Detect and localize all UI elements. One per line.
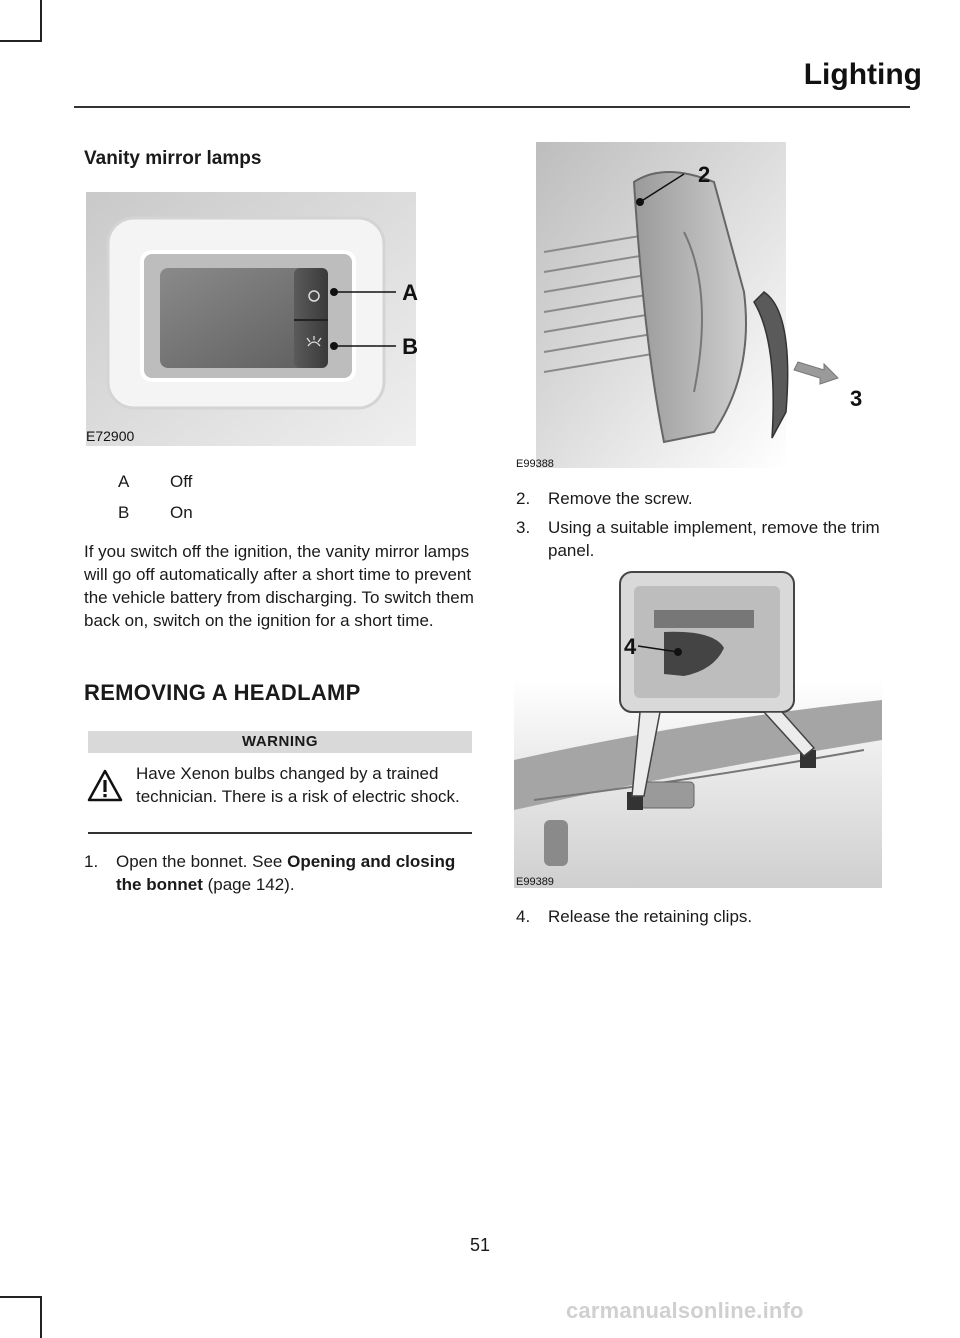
legend-key-b: B — [118, 503, 130, 522]
step-4-number: 4. — [516, 907, 531, 926]
callout-b: B — [402, 334, 418, 359]
warning-triangle-icon — [86, 768, 124, 804]
step-3-number: 3. — [516, 518, 531, 537]
figure-id-e99389: E99389 — [516, 876, 554, 888]
legend-key-a: A — [118, 472, 130, 491]
warning-divider — [88, 832, 472, 834]
figure-id-e72900: E72900 — [86, 428, 135, 444]
crop-mark-bottom-left — [0, 1296, 42, 1338]
warning-text: Have Xenon bulbs changed by a trained technician. There is a risk of electric shock. — [136, 764, 460, 806]
header-divider — [74, 106, 910, 108]
step-1-number: 1. — [84, 852, 99, 871]
step-1-link[interactable]: Opening and closing the bonnet — [116, 852, 456, 894]
page-title: Lighting — [803, 58, 922, 91]
step-1 — [84, 850, 476, 896]
step-2-text: Remove the screw. — [548, 489, 693, 508]
step-3-text: Using a suitable implement, remove the trim panel. — [548, 518, 880, 560]
figure-vanity-switch — [86, 192, 416, 446]
step-1-text — [116, 850, 476, 896]
step-2-number: 2. — [516, 489, 531, 508]
step-3 — [516, 516, 900, 562]
step-4 — [516, 905, 900, 928]
section-heading-removing-headlamp: REMOVING A HEADLAMP — [84, 680, 361, 705]
step-2 — [516, 487, 900, 510]
figure-retaining-clips — [514, 570, 882, 888]
section-heading-vanity: Vanity mirror lamps — [84, 148, 262, 169]
figure-headlamp-trim — [514, 142, 882, 468]
vanity-paragraph: If you switch off the ignition, the vanity mirror lamps will go off automatically after a short time to prevent the vehicle battery from discharging. To switch them back on, switch on the ignition for a short time. — [84, 542, 474, 630]
callout-4: 4 — [624, 634, 637, 659]
figure-id-e99388: E99388 — [516, 458, 554, 470]
callout-3: 3 — [850, 386, 863, 411]
page-number: 51 — [469, 1235, 491, 1255]
step-4-text: Release the retaining clips. — [548, 907, 753, 926]
crop-mark-top-left — [0, 0, 42, 42]
step-1-post: (page 142). — [202, 875, 295, 894]
legend-value-a: Off — [170, 472, 193, 491]
watermark: carmanualsonline.info — [566, 1298, 804, 1323]
warning-label: WARNING — [88, 731, 472, 753]
legend-value-b: On — [170, 503, 193, 522]
callout-2: 2 — [698, 162, 711, 187]
callout-a: A — [402, 280, 418, 305]
step-1-pre: Open the bonnet. See — [116, 852, 288, 871]
